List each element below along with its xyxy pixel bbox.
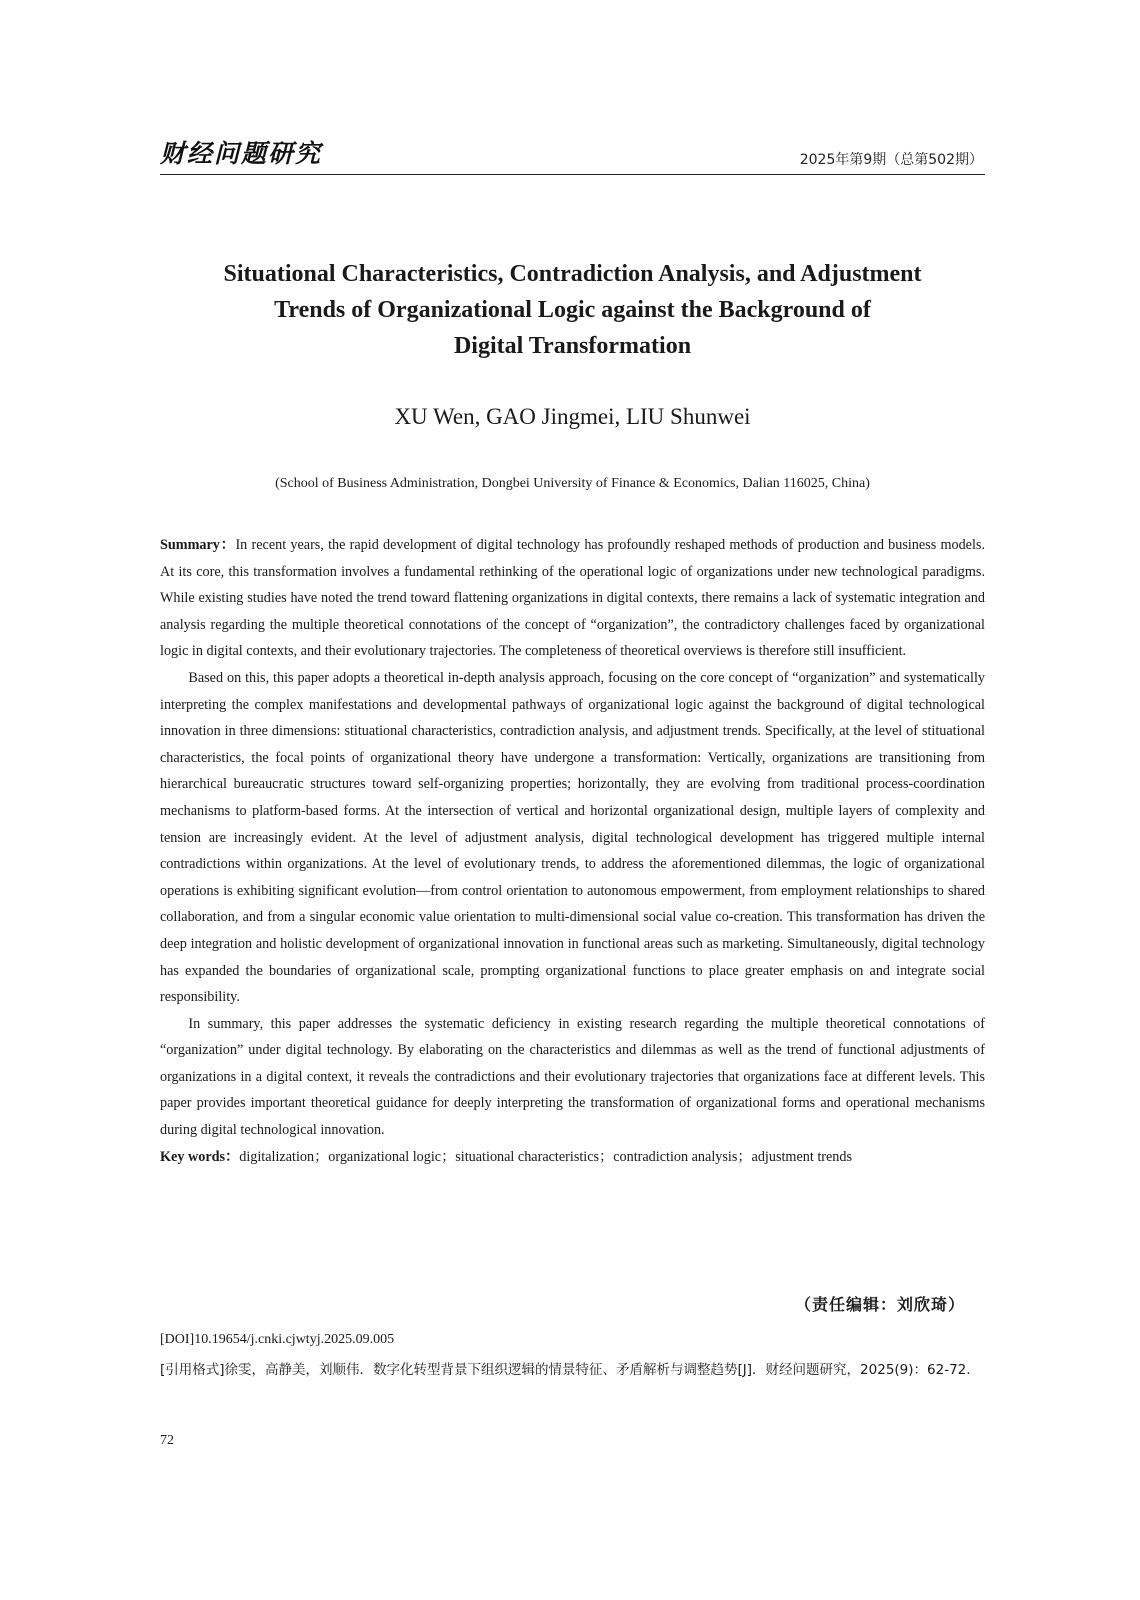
page-header [160, 140, 985, 175]
title-line: Situational Characteristics, Contradiction Analysis, and Adjustment [223, 261, 922, 287]
citation-format: [引用格式]徐雯，高静美，刘顺伟．数字化转型背景下组织逻辑的情景特征、矛盾解析与调整趋势[J]．财经问题研究，2025(9)：62-72. [160, 1362, 971, 1378]
summary-text: In recent years, the rapid development of digital technology has profoundly reshaped methods of production and business models. At its core, this transformation involves a fundamental rethinking of the operational logic of organizations under new technological paradigms. While existing studies have noted the trend toward flattening organizations in digital contexts, there remains a lack of systematic integration and analysis regarding the multiple theoretical connotations of the concept of “organization”, the contradictory challenges faced by organizational logic in digital contexts, and their evolutionary trajectories. The completeness of theoretical overviews is therefore still insufficient. [160, 537, 985, 660]
keywords-text: digitalization；organizational logic；situational characteristics；contradiction analysis；adjustment trends [239, 1148, 853, 1165]
responsible-editor: （责任编辑：刘欣琦） [794, 1295, 965, 1314]
title-line: Trends of Organizational Logic against the Background of [274, 297, 871, 323]
affiliation: (School of Business Administration, Dongbei University of Finance & Economics, Dalian 116025, China) [275, 476, 870, 491]
title-line: Digital Transformation [453, 333, 692, 359]
journal-logo: 财经问题研究 [160, 139, 323, 168]
abstract-paragraph: In summary, this paper addresses the systematic deficiency in existing research regarding the multiple theoretical connotations of “organization” under digital technology. By elaborating on the characteristics and dilemmas as well as the trend of functional adjustments of organizations in a digital context, it reveals the contradictions and their evolutionary trajectories that organizations face at different levels. This paper provides important theoretical guidance for deeply interpreting the transformation of organizational forms and operational mechanisms during digital technological innovation. [160, 1015, 985, 1139]
abstract-paragraph: Based on this, this paper adopts a theoretical in-depth analysis approach, focusing on the core concept of “organization” and systematically interpreting the complex manifestations and developmental pathways of organizational logic against the background of digital technological innovation in three dimensions: stituational characteristics, contradiction analysis, and adjustment trends. Specifically, at the level of stituational characteristics, the focal points of organizational theory have undergone a transformation: Vertically, organizations are transitioning from hierarchical bureaucratic structures toward self-organizing properties; horizontally, they are evolving from traditional process-coordination mechanisms to platform-based forms. At the intersection of vertical and horizontal organizational design, multiple layers of complexity and tension are increasingly evident. At the level of adjustment analysis, digital technological development has triggered multiple internal contradictions within organizations. At the level of evolutionary trends, to address the aforementioned dilemmas, the logic of organizational operations is exhibiting significant evolution—from control orientation to autonomous empowerment, from employment relationships to shared collaboration, and from a singular economic value orientation to multi-dimensional social value co-creation. This transformation has driven the deep integration and holistic development of organizational innovation in functional areas such as marketing. Simultaneously, digital technology has expanded the boundaries of organizational scale, prompting organizational functions to place greater emphasis on and integrate social responsibility. [160, 669, 985, 1006]
keywords [160, 1144, 985, 1171]
article-title [160, 256, 985, 364]
issue-info: 2025年第9期（总第502期） [799, 152, 983, 168]
summary-label: Summary： [160, 537, 236, 553]
page-number: 72 [160, 1433, 174, 1448]
authors: XU Wen, GAO Jingmei, LIU Shunwei [394, 404, 751, 429]
abstract [160, 532, 985, 1170]
doi: [DOI]10.19654/j.cnki.cjwtyj.2025.09.005 [160, 1332, 395, 1347]
keywords-label: Key words： [160, 1148, 240, 1165]
summary-paragraph [160, 532, 985, 665]
